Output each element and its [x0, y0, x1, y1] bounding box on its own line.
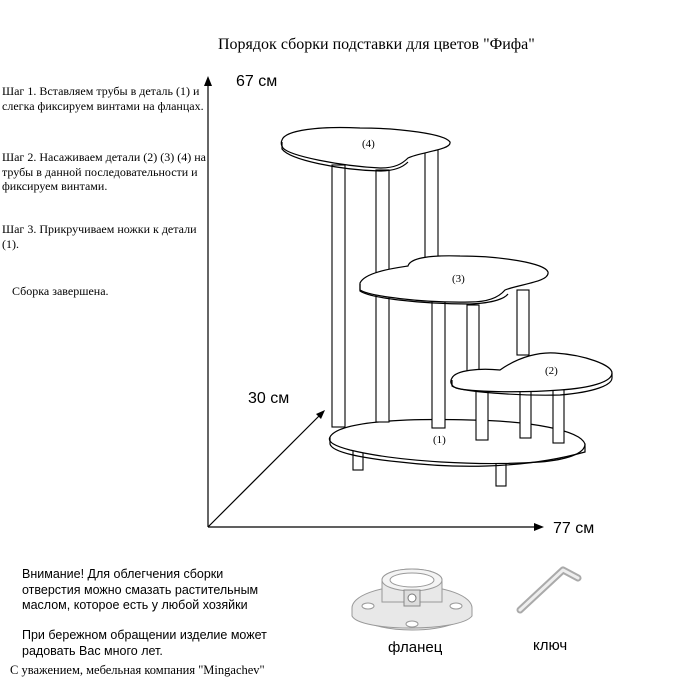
shelf-1 [329, 420, 585, 486]
allen-key-icon [520, 570, 578, 610]
flange-label: фланец [388, 639, 443, 656]
part-4-label: (4) [362, 138, 375, 150]
part-2-label: (2) [545, 365, 558, 377]
assembly-step-1: Шаг 1. Вставляем трубы в деталь (1) и слегка фиксируем винтами на фланцах. [2, 84, 204, 113]
care-note: При бережном обращении изделие может радовать Вас много лет. [22, 628, 267, 658]
width-dimension-label: 77 см [553, 520, 595, 537]
company-signature: С уважением, мебельная компания "Mingachev" [10, 663, 265, 677]
assembly-complete-text: Сборка завершена. [12, 284, 109, 298]
depth-dimension-label: 30 см [248, 390, 290, 407]
flange-icon [352, 569, 472, 630]
height-dimension-label: 67 см [236, 73, 278, 90]
assembly-step-3: Шаг 3. Прикручиваем ножки к детали (1). [2, 222, 197, 251]
part-1-label: (1) [433, 434, 446, 446]
assembly-step-2: Шаг 2. Насаживаем детали (2) (3) (4) на трубы в данной последовательности и фиксируем винтами. [2, 150, 206, 193]
diagram-title: Порядок сборки подставки для цветов "Фифа" [218, 36, 535, 53]
part-3-label: (3) [452, 273, 465, 285]
warning-note: Внимание! Для облегчения сборки отверстия можно смазать растительным маслом, которое есть у любой хозяйки [22, 567, 259, 612]
key-label: ключ [533, 637, 568, 654]
